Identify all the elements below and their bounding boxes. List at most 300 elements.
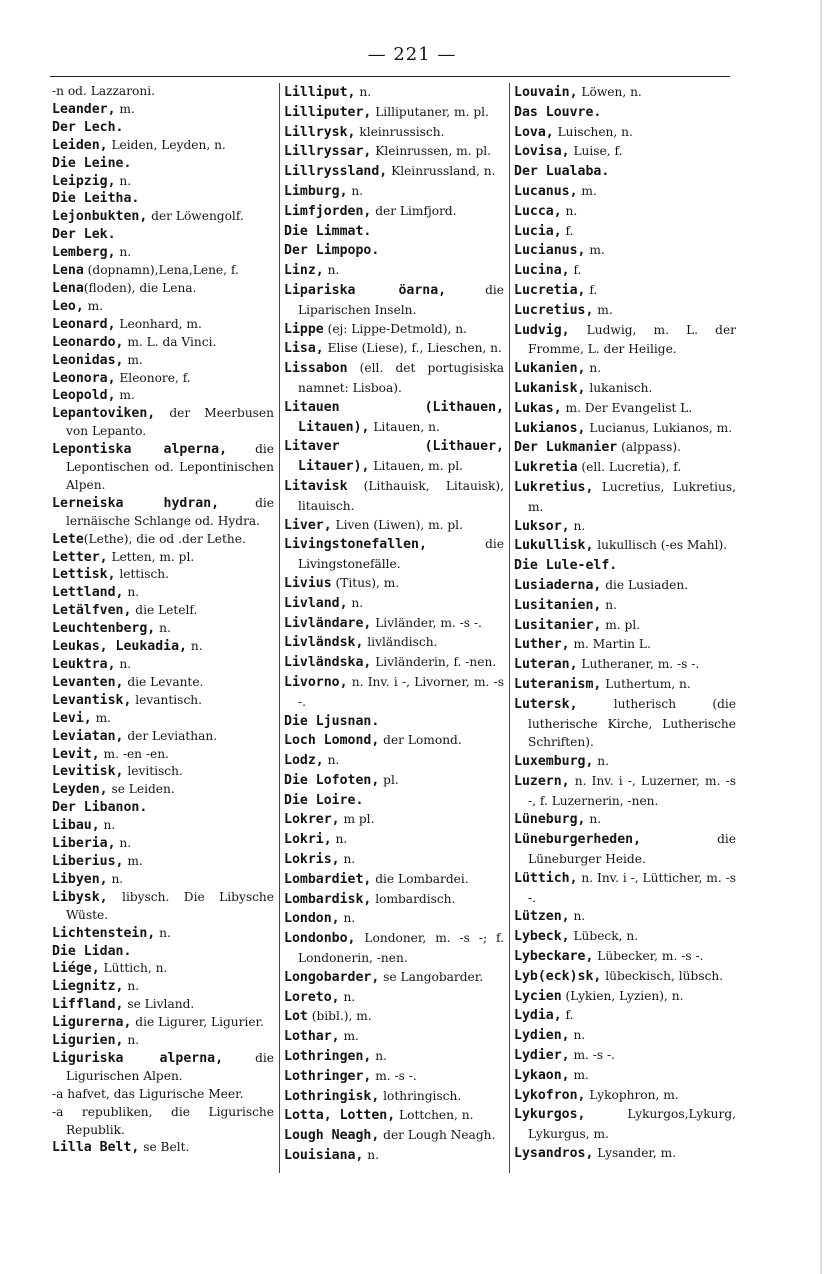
entry-definition: Letten, m. pl. [107, 549, 195, 564]
entry-definition: m. [115, 101, 135, 116]
entry-definition: n. [331, 832, 348, 847]
dictionary-entry [52, 710, 274, 728]
entry-headword: Lena [52, 263, 84, 279]
entry-definition: n. Inv. i -, Livorner, m. -s -. [298, 674, 504, 709]
entry-definition: n. [115, 173, 132, 188]
dictionary-entry [52, 190, 274, 208]
entry-headword: Liegnitz, [52, 979, 124, 995]
entry-headword: Lykaon, [514, 1067, 570, 1083]
entry-headword: Lydier, [514, 1048, 570, 1064]
dictionary-entry [284, 222, 504, 242]
entry-headword: Livländska, [284, 655, 372, 671]
entry-headword: Lotta, Lotten, [284, 1108, 396, 1124]
dictionary-entry [284, 1106, 504, 1126]
entry-definition: n. [355, 85, 372, 99]
header-rule [50, 76, 730, 77]
entry-headword: Lodz, [284, 753, 324, 769]
dictionary-entry [514, 301, 736, 321]
entry-definition: Lottchen, n. [395, 1108, 474, 1123]
dictionary-entry [52, 853, 274, 871]
entry-definition: -a republiken, die Ligurische Republik. [52, 1104, 274, 1137]
dictionary-entry [514, 810, 736, 830]
entry-definition: die Lepontischen od. Lepontinischen Alpen. [66, 442, 274, 492]
page-edge [820, 0, 822, 1274]
dictionary-entry [284, 398, 504, 438]
entry-headword: Der Limpopo. [284, 243, 380, 259]
entry-definition: Löwen, n. [577, 85, 642, 99]
entry-headword: Leo, [52, 298, 84, 314]
entry-headword: Die Lidan. [52, 943, 132, 959]
entry-headword: Leander, [52, 101, 116, 117]
dictionary-entry [514, 987, 736, 1007]
column-3 [514, 83, 736, 1164]
entry-headword: Lough Neagh, [284, 1128, 380, 1144]
entry-definition: n. [363, 1148, 380, 1163]
entry-definition: n. [347, 183, 364, 198]
entry-headword: Louisiana, [284, 1148, 364, 1164]
column-divider-1 [279, 83, 280, 1173]
entry-definition: m. [91, 710, 112, 725]
entry-definition: Liven (Liwen), m. pl. [331, 517, 463, 532]
entry-headword: Lettisk, [52, 567, 116, 583]
entry-definition: levitisch. [123, 764, 183, 779]
entry-headword: Leonora, [52, 370, 116, 386]
entry-headword: Der Libanon. [52, 800, 148, 816]
entry-headword: Lutersk, [514, 696, 578, 712]
dictionary-entry [52, 638, 274, 656]
dictionary-entry [52, 728, 274, 746]
entry-definition: levantisch. [131, 692, 202, 707]
entry-definition: (alppass). [617, 440, 682, 455]
entry-definition: (ell. Lucretia), f. [577, 460, 682, 475]
dictionary-entry [52, 316, 274, 334]
dictionary-entry [514, 182, 736, 202]
entry-headword: Lipariska öarna, [284, 282, 447, 298]
entry-headword: Das Louvre. [514, 104, 602, 120]
dictionary-entry [284, 123, 504, 143]
entry-headword: Luther, [514, 637, 570, 653]
dictionary-entry [284, 594, 504, 614]
dictionary-entry [52, 244, 274, 262]
dictionary-entry [52, 549, 274, 567]
entry-headword: Lilliput, [284, 85, 356, 100]
entry-headword: Livingstonefallen, [284, 537, 427, 553]
dictionary-entry [52, 1050, 274, 1086]
dictionary-entry [52, 1139, 274, 1157]
entry-headword: Londonbo, [284, 931, 356, 947]
dictionary-entry [514, 576, 736, 596]
dictionary-entry [52, 781, 274, 799]
entry-headword: Die Loire. [284, 792, 364, 808]
entry-headword: Die Leitha. [52, 191, 140, 207]
dictionary-entry [284, 929, 504, 968]
entry-definition: n. [339, 989, 356, 1004]
entry-headword: Leuchtenberg, [52, 621, 156, 637]
entry-definition: lukanisch. [585, 380, 653, 395]
entry-headword: Livorno, [284, 674, 348, 690]
dictionary-entry [52, 799, 274, 817]
entry-headword: Libau, [52, 818, 100, 834]
dictionary-entry [52, 674, 274, 692]
entry-headword: London, [284, 911, 340, 927]
entry-definition: Lysander, m. [593, 1146, 677, 1161]
entry-headword: Lot [284, 1009, 308, 1025]
dictionary-entry [284, 320, 504, 340]
dictionary-entry [52, 925, 274, 943]
entry-definition: -a hafvet, das Ligurische Meer. [52, 1086, 244, 1101]
dictionary-entry [284, 850, 504, 870]
entry-definition: der Löwengolf. [147, 209, 244, 224]
column-divider-2 [509, 83, 510, 1173]
entry-definition: die Letelf. [131, 603, 198, 618]
entry-definition: Ludwig, m. L. der Fromme, L. der Heilige. [528, 322, 736, 357]
dictionary-entry [52, 119, 274, 137]
entry-headword: Die Limmat. [284, 223, 372, 239]
dictionary-entry [514, 261, 736, 281]
entry-definition: n. [323, 753, 340, 768]
entry-headword: Lüneburg, [514, 812, 586, 828]
dictionary-entry [514, 752, 736, 772]
entry-headword: Levi, [52, 710, 92, 726]
entry-definition: n. [155, 925, 171, 940]
entry-headword: Leonard, [52, 316, 116, 332]
column-2 [284, 83, 504, 1166]
entry-headword: Lothringisk, [284, 1088, 380, 1104]
entry-definition: lothringisch. [379, 1088, 462, 1103]
entry-headword: Lützen, [514, 909, 570, 925]
entry-definition: n. [115, 245, 132, 260]
entry-definition: n. [569, 909, 586, 924]
entry-definition: f. [561, 223, 574, 238]
entry-headword: Livius [284, 575, 332, 591]
dictionary-entry [514, 675, 736, 695]
entry-headword: Livland, [284, 595, 348, 611]
entry-definition: m. [585, 243, 605, 258]
dictionary-entry [52, 566, 274, 584]
entry-definition: f. [569, 263, 582, 278]
dictionary-entry [284, 712, 504, 732]
dictionary-entry [514, 83, 736, 103]
entry-headword: Lukretia [514, 460, 578, 476]
dictionary-entry [52, 817, 274, 835]
dictionary-entry [52, 602, 274, 620]
entry-definition: n. [585, 812, 602, 827]
entry-headword: Lykofron, [514, 1087, 586, 1103]
entry-headword: Lykurgos, [514, 1107, 586, 1123]
entry-definition: die Lombardei. [371, 871, 469, 886]
entry-definition: der Lomond. [379, 733, 462, 748]
dictionary-entry [284, 281, 504, 320]
dictionary-entry [284, 890, 504, 910]
entry-headword: Levitisk, [52, 764, 124, 780]
entry-definition: Lykophron, m. [585, 1087, 679, 1102]
entry-definition: pl. [379, 772, 399, 787]
entry-definition: m. [123, 853, 143, 868]
dictionary-entry [52, 943, 274, 961]
entry-headword: Lissabon [284, 361, 348, 377]
dictionary-entry [514, 695, 736, 752]
dictionary-entry [284, 968, 504, 988]
dictionary-entry [514, 635, 736, 655]
entry-headword: Die Lofoten, [284, 772, 380, 788]
entry-headword: Lycien [514, 988, 562, 1004]
dictionary-entry [52, 83, 274, 101]
entry-headword: Leviatan, [52, 728, 124, 744]
dictionary-entry [514, 616, 736, 636]
dictionary-entry [514, 103, 736, 123]
dictionary-entry [284, 909, 504, 929]
entry-definition: Luischen, n. [553, 124, 633, 139]
dictionary-entry [284, 614, 504, 634]
entry-headword: Libyen, [52, 871, 108, 887]
dictionary-entry [514, 947, 736, 967]
entry-definition: n. [561, 203, 578, 218]
column-1 [52, 83, 274, 1157]
dictionary-entry [284, 810, 504, 830]
entry-headword: Lokri, [284, 832, 332, 848]
entry-definition: Lucretius, Lukretius, m. [528, 479, 736, 514]
entry-headword: Levit, [52, 746, 100, 762]
entry-definition: m. Martin L. [569, 637, 651, 652]
entry-headword: Lothar, [284, 1029, 340, 1045]
entry-definition: der Leviathan. [123, 728, 218, 743]
entry-definition: der Limfjord. [371, 203, 457, 218]
entry-definition: se Livland. [123, 997, 195, 1012]
entry-headword: Leipzig, [52, 173, 116, 189]
entry-headword: Leiden, [52, 137, 108, 153]
entry-definition: livländisch. [363, 635, 438, 650]
entry-definition: n. Inv. i -, Luzerner, m. -s -, f. Luzernerin, -nen. [528, 773, 736, 808]
entry-definition: Lykurgos,Lykurg, Lykurgus, m. [528, 1107, 736, 1142]
dictionary-entry [52, 387, 274, 405]
entry-definition: m pl. [339, 812, 375, 827]
entry-definition: n. [186, 639, 203, 654]
dictionary-entry [52, 495, 274, 531]
entry-headword: Luteran, [514, 657, 578, 673]
entry-headword: Lukanien, [514, 361, 586, 377]
entry-headword: Lova, [514, 124, 554, 140]
dictionary-entry [284, 1027, 504, 1047]
entry-definition: Livländerin, f. -nen. [371, 655, 497, 670]
entry-definition: n. [155, 621, 171, 636]
entry-headword: Lucca, [514, 203, 562, 219]
dictionary-entry [52, 620, 274, 638]
entry-definition: (Lykien, Lyzien), n. [561, 988, 684, 1003]
entry-headword: Liberius, [52, 853, 124, 869]
entry-headword: Lukianos, [514, 420, 586, 436]
entry-headword: Lusitanier, [514, 617, 602, 633]
entry-headword: Lichtenstein, [52, 925, 156, 941]
entry-definition: n. [569, 518, 586, 533]
entry-definition: Lüttich, n. [99, 961, 168, 976]
entry-headword: Luksor, [514, 518, 570, 534]
entry-headword: Lukas, [514, 400, 562, 416]
entry-definition: Kleinrussen, m. pl. [371, 144, 492, 159]
entry-definition: m. -s -. [371, 1068, 417, 1083]
entry-definition: se Leiden. [107, 782, 175, 797]
dictionary-entry [514, 830, 736, 869]
dictionary-entry [52, 1104, 274, 1140]
dictionary-entry [284, 574, 504, 594]
entry-definition: m. pl. [601, 617, 641, 632]
entry-definition: m. Der Evangelist L. [561, 400, 693, 415]
dictionary-entry [284, 516, 504, 536]
entry-headword: Litauen (Lithauen, Litauen), [284, 399, 504, 435]
dictionary-entry [52, 208, 274, 226]
dictionary-entry [52, 746, 274, 764]
entry-headword: Lydia, [514, 1008, 562, 1024]
dictionary-entry [284, 791, 504, 811]
entry-definition: n. Inv. i -, Lütticher, m. -s -. [528, 870, 736, 905]
dictionary-entry [514, 655, 736, 675]
dictionary-entry [52, 835, 274, 853]
dictionary-entry [284, 1007, 504, 1027]
entry-headword: Die Leine. [52, 155, 132, 171]
dictionary-entry [514, 1046, 736, 1066]
entry-headword: Leonidas, [52, 352, 124, 368]
dictionary-entry [52, 352, 274, 370]
entry-definition: Elise (Liese), f., Lieschen, n. [323, 341, 502, 356]
entry-headword: Liffland, [52, 997, 124, 1013]
dictionary-entry [514, 536, 736, 556]
entry-definition: die Lusiaden. [601, 577, 689, 592]
dictionary-entry [514, 967, 736, 987]
entry-headword: Lillryssland, [284, 164, 388, 180]
dictionary-entry [52, 584, 274, 602]
dictionary-entry [514, 438, 736, 458]
dictionary-entry [514, 1086, 736, 1106]
dictionary-entry [52, 889, 274, 925]
entry-headword: Luzern, [514, 773, 570, 789]
dictionary-entry [514, 142, 736, 162]
entry-definition: die Ligurer, Ligurier. [131, 1015, 264, 1030]
entry-headword: Lete [52, 531, 84, 547]
entry-definition: (ej: Lippe-Detmold), n. [323, 321, 467, 336]
entry-headword: Lillryssar, [284, 144, 372, 160]
dictionary-entry [284, 1067, 504, 1087]
dictionary-entry [514, 202, 736, 222]
entry-definition: Litauen, n. [369, 419, 440, 434]
entry-headword: Lippe [284, 321, 324, 337]
dictionary-entry [284, 241, 504, 261]
entry-headword: Lerneiska hydran, [52, 495, 220, 511]
dictionary-entry [52, 1032, 274, 1050]
entry-headword: Lybeckare, [514, 949, 594, 965]
entry-definition: Luthertum, n. [601, 676, 691, 691]
entry-definition: n. [601, 597, 617, 612]
dictionary-entry [52, 656, 274, 674]
entry-definition: m. L. da Vinci. [123, 334, 217, 349]
entry-headword: Lysandros, [514, 1146, 594, 1162]
entry-headword: Lena [52, 280, 84, 296]
entry-definition: n. [115, 836, 132, 851]
dictionary-entry [284, 1126, 504, 1146]
entry-headword: Lydien, [514, 1028, 570, 1044]
dictionary-entry [514, 556, 736, 576]
dictionary-entry [284, 673, 504, 712]
dictionary-entry [52, 763, 274, 781]
dictionary-entry [284, 751, 504, 771]
entry-headword: Liver, [284, 517, 332, 533]
entry-definition: (floden), die Lena. [83, 280, 197, 295]
entry-headword: Lovisa, [514, 144, 570, 160]
entry-definition: die lernäische Schlange od. Hydra. [66, 495, 274, 528]
entry-headword: Limburg, [284, 183, 348, 199]
entry-definition: lutherisch (die lutherische Kirche, Lutherische Schriften). [528, 696, 736, 750]
dictionary-entry [52, 334, 274, 352]
dictionary-entry [284, 771, 504, 791]
dictionary-entry [284, 83, 504, 103]
dictionary-entry [284, 633, 504, 653]
entry-definition: lukullisch (-es Mahl). [593, 538, 728, 553]
dictionary-entry [514, 222, 736, 242]
entry-definition: Livländer, m. -s -. [371, 615, 482, 630]
entry-definition: n. [115, 657, 132, 671]
entry-definition: (ell. det portugisiska namnet: Lisboa). [298, 361, 504, 395]
dictionary-entry [284, 830, 504, 850]
entry-headword: Ligurien, [52, 1033, 124, 1049]
dictionary-entry [52, 1014, 274, 1032]
entry-definition: die Ligurischen Alpen. [66, 1050, 274, 1083]
entry-definition: m. [83, 298, 104, 313]
entry-definition: die Lüneburger Heide. [528, 832, 736, 867]
entry-headword: Leopold, [52, 388, 116, 404]
entry-definition: n. [347, 595, 364, 610]
entry-headword: Lucanus, [514, 183, 578, 199]
entry-definition: lübeckisch, lübsch. [601, 968, 724, 983]
dictionary-entry [514, 907, 736, 927]
dictionary-entry [52, 226, 274, 244]
entry-definition: n. [123, 1033, 140, 1048]
entry-definition: Londoner, m. -s -; f. Londonerin, -nen. [298, 931, 504, 966]
dictionary-entry [52, 101, 274, 119]
entry-headword: Lusiaderna, [514, 577, 602, 593]
dictionary-entry [284, 1146, 504, 1166]
dictionary-entry [284, 731, 504, 751]
entry-headword: Lombardisk, [284, 891, 372, 907]
entry-headword: Lepantoviken, [52, 406, 156, 422]
entry-definition: n. [569, 1028, 586, 1043]
entry-definition: se Belt. [139, 1140, 190, 1155]
entry-headword: Leuktra, [52, 657, 116, 672]
entry-headword: Lettland, [52, 585, 124, 601]
dictionary-entry [514, 869, 736, 908]
entry-headword: Lüttich, [514, 870, 578, 886]
dictionary-entry [514, 281, 736, 301]
dictionary-entry [284, 359, 504, 398]
entry-definition: Litauen, m. pl. [369, 459, 464, 474]
dictionary-entry [52, 405, 274, 441]
entry-definition: m. [569, 1067, 589, 1082]
entry-headword: Lusitanien, [514, 597, 602, 613]
entry-headword: Litaver (Lithauer, Litauer), [284, 439, 504, 475]
dictionary-entry [52, 173, 274, 191]
entry-definition: (Lethe), die od .der Lethe. [83, 531, 246, 546]
entry-headword: Lucia, [514, 223, 562, 239]
dictionary-entry [514, 478, 736, 517]
dictionary-entry [52, 298, 274, 316]
entry-headword: Liége, [52, 961, 100, 977]
entry-headword: Lejonbukten, [52, 209, 148, 225]
entry-definition: -n od. Lazzaroni. [52, 84, 155, 98]
entry-headword: Liberia, [52, 836, 116, 852]
dictionary-entry [284, 437, 504, 477]
entry-definition: n. [593, 754, 610, 769]
entry-headword: Limfjorden, [284, 203, 372, 219]
entry-definition: der Lough Neagh. [379, 1128, 496, 1143]
dictionary-entry [514, 162, 736, 182]
dictionary-entry [52, 960, 274, 978]
